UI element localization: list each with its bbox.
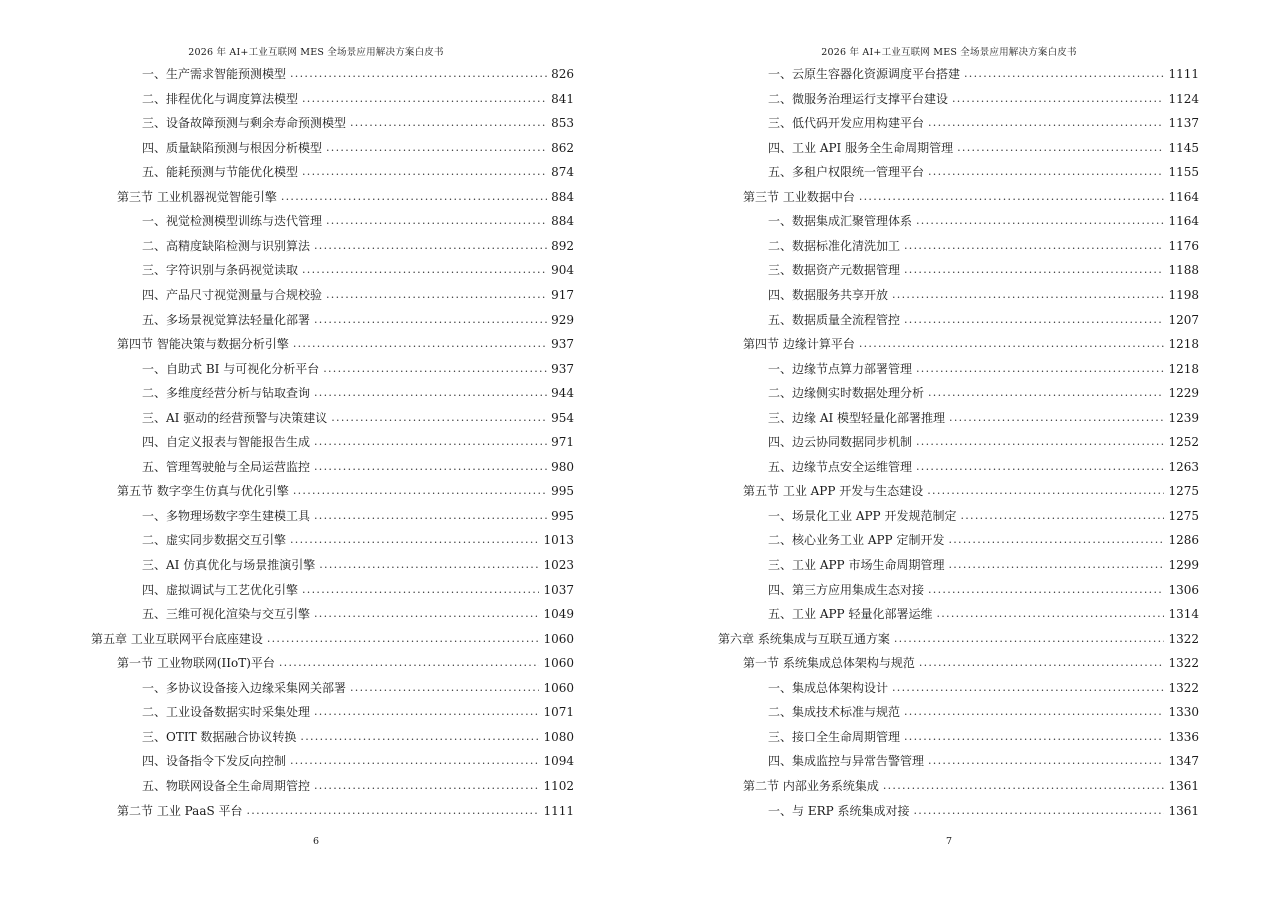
toc-entry-title: 一、集成总体架构设计 [768, 680, 889, 695]
toc-entry[interactable] [768, 455, 1199, 479]
right-page [633, 0, 1265, 898]
toc-entry[interactable] [142, 136, 574, 160]
toc-entry-title: 一、多物理场数字孪生建模工具 [142, 508, 311, 523]
toc-entry-page: 1188 [1168, 263, 1199, 278]
dot-leader [960, 504, 1164, 528]
toc-entry[interactable] [743, 332, 1199, 356]
toc-entry-page: 1207 [1168, 312, 1199, 327]
toc-entry-page: 853 [551, 116, 574, 131]
toc-entry[interactable] [142, 749, 574, 773]
toc-entry[interactable] [142, 258, 574, 282]
toc-entry[interactable] [142, 774, 574, 798]
toc-entry-title: 四、质量缺陷预测与根因分析模型 [142, 140, 323, 155]
toc-entry-title: 一、场景化工业 APP 开发规范制定 [768, 508, 957, 523]
toc-entry-title: 四、自定义报表与智能报告生成 [142, 435, 311, 450]
toc-entry-page: 1322 [1168, 656, 1199, 671]
toc-entry-title: 五、工业 APP 轻量化部署运维 [768, 607, 933, 622]
toc-entry[interactable] [91, 627, 574, 651]
toc-entry[interactable] [768, 578, 1199, 602]
toc-entry[interactable] [142, 602, 574, 626]
dot-leader [293, 479, 547, 503]
toc-entry-title: 一、云原生容器化资源调度平台搭建 [768, 67, 961, 81]
toc-entry-title: 二、边缘侧实时数据处理分析 [768, 386, 925, 401]
toc-entry-page: 937 [551, 337, 574, 352]
dot-leader [290, 62, 547, 86]
toc-entry[interactable] [142, 209, 574, 233]
toc-entry-title: 五、多场景视觉算法轻量化部署 [142, 312, 311, 327]
toc-entry[interactable] [768, 283, 1199, 307]
toc-entry[interactable] [117, 185, 574, 209]
dot-leader [919, 651, 1165, 675]
toc-entry-title: 五、物联网设备全生命周期管控 [142, 778, 311, 793]
toc-entry-page: 954 [551, 410, 574, 425]
dot-leader [859, 185, 1165, 209]
toc-entry-page: 1198 [1168, 287, 1199, 302]
toc-entry-page: 971 [551, 435, 574, 450]
toc-entry[interactable] [768, 111, 1199, 135]
dot-leader [928, 749, 1164, 773]
dot-leader [300, 725, 539, 749]
dot-leader [948, 528, 1164, 552]
toc-entry[interactable] [768, 381, 1199, 405]
toc-entry-title: 五、管理驾驶舱与全局运营监控 [142, 459, 311, 474]
dot-leader [326, 283, 547, 307]
dot-leader [892, 283, 1164, 307]
toc-entry-title: 一、数据集成汇聚管理体系 [768, 214, 913, 229]
dot-leader [247, 799, 540, 823]
toc-entry-page: 995 [551, 508, 574, 523]
dot-leader [927, 479, 1164, 503]
toc-entry-title: 二、数据标准化清洗加工 [768, 238, 901, 253]
toc-entry[interactable] [142, 62, 574, 86]
toc-entry[interactable] [768, 430, 1199, 454]
toc-entry-page: 1218 [1168, 361, 1199, 376]
toc-entry[interactable] [142, 528, 574, 552]
toc-entry-title: 三、边缘 AI 模型轻量化部署推理 [768, 410, 946, 425]
toc-entry-title: 三、工业 APP 市场生命周期管理 [768, 558, 945, 572]
toc-entry[interactable] [768, 725, 1199, 749]
toc-entry-page: 1094 [543, 754, 574, 769]
toc-entry-page: 1023 [543, 558, 574, 572]
toc-entry-title: 四、第三方应用集成生态对接 [768, 582, 925, 597]
toc-entry-title: 四、数据服务共享开放 [768, 287, 889, 302]
toc-entry[interactable] [768, 799, 1199, 823]
toc-entry-page: 1137 [1168, 116, 1199, 131]
toc-entry[interactable] [142, 283, 574, 307]
toc-entry-title: 一、视觉检测模型训练与迭代管理 [142, 214, 323, 229]
toc-entry-title: 第三节 工业数据中台 [743, 189, 855, 204]
toc-entry-page: 1013 [543, 533, 574, 548]
toc-entry-title: 一、多协议设备接入边缘采集网关部署 [142, 680, 347, 695]
toc-entry-title: 四、产品尺寸视觉测量与合规校验 [142, 287, 323, 302]
toc-entry-page: 1275 [1168, 508, 1199, 523]
toc-entry-page: 1060 [543, 656, 574, 671]
toc-entry-page: 1111 [1168, 67, 1199, 81]
toc-entry-title: 二、虚实同步数据交互引擎 [142, 533, 287, 548]
toc-entry[interactable] [142, 578, 574, 602]
toc-entry[interactable] [718, 627, 1199, 651]
dot-leader [267, 627, 540, 651]
toc-entry-page: 980 [551, 459, 574, 474]
dot-leader [904, 725, 1164, 749]
toc-entry-title: 三、AI 仿真优化与场景推演引擎 [142, 558, 316, 572]
dot-leader [904, 308, 1164, 332]
toc-entry-title: 第五节 数字孪生仿真与优化引擎 [117, 484, 289, 499]
toc-entry-page: 1275 [1168, 484, 1199, 499]
toc-entry-page: 1124 [1168, 91, 1199, 106]
toc-entry[interactable] [142, 381, 574, 405]
dot-leader [314, 455, 547, 479]
toc-entry-page: 995 [551, 484, 574, 499]
toc-entry-title: 三、设备故障预测与剩余寿命预测模型 [142, 116, 347, 131]
dot-leader [894, 627, 1165, 651]
toc-entry-title: 二、核心业务工业 APP 定制开发 [768, 533, 945, 548]
toc-entry-page: 1336 [1168, 729, 1199, 744]
toc-entry-title: 第四节 智能决策与数据分析引擎 [117, 337, 289, 352]
dot-leader [279, 651, 540, 675]
toc-entry-title: 二、微服务治理运行支撑平台建设 [768, 91, 949, 106]
toc-entry[interactable] [743, 774, 1199, 798]
toc-entry[interactable] [768, 700, 1199, 724]
dot-leader [859, 332, 1165, 356]
dot-leader [916, 430, 1164, 454]
toc-entry-page: 1164 [1168, 214, 1199, 229]
toc-entry-title: 三、字符识别与条码视觉读取 [142, 263, 299, 278]
toc-entry-page: 1347 [1168, 754, 1199, 769]
toc-entry[interactable] [768, 308, 1199, 332]
toc-entry[interactable] [768, 234, 1199, 258]
dot-leader [916, 455, 1164, 479]
toc-entry-page: 826 [551, 67, 574, 81]
dot-leader [290, 749, 539, 773]
toc-entry-page: 1229 [1168, 386, 1199, 401]
dot-leader [302, 87, 547, 111]
dot-leader [314, 308, 547, 332]
toc-entry[interactable] [768, 602, 1199, 626]
toc-entry-page: 1155 [1168, 165, 1199, 180]
toc-entry[interactable] [142, 676, 574, 700]
toc-entry-page: 944 [551, 386, 574, 401]
toc-entry-title: 第五节 工业 APP 开发与生态建设 [743, 484, 924, 499]
toc-entry-title: 五、数据质量全流程管控 [768, 312, 901, 327]
toc-entry[interactable] [142, 430, 574, 454]
toc-entry-title: 三、数据资产元数据管理 [768, 263, 901, 278]
toc-entry-page: 1111 [543, 803, 574, 818]
toc-entry-page: 1252 [1168, 435, 1199, 450]
dot-leader [952, 87, 1164, 111]
toc-entry[interactable] [768, 504, 1199, 528]
toc-entry[interactable] [117, 799, 574, 823]
toc-entry-title: 第二节 工业 PaaS 平台 [117, 803, 243, 818]
toc-entry[interactable] [142, 553, 574, 577]
toc-entry-page: 1286 [1168, 533, 1199, 548]
dot-leader [957, 136, 1164, 160]
toc-entry[interactable] [768, 676, 1199, 700]
toc-entry-page: 1060 [543, 631, 574, 646]
toc-entry-page: 862 [551, 140, 574, 155]
toc-entry-title: 四、集成监控与异常告警管理 [768, 754, 925, 769]
toc-entry[interactable] [743, 185, 1199, 209]
toc-entry-title: 第四节 边缘计算平台 [743, 337, 855, 352]
toc-entry-title: 四、工业 API 服务全生命周期管理 [768, 140, 954, 155]
toc-entry[interactable] [117, 479, 574, 503]
dot-leader [883, 774, 1165, 798]
toc-entry-title: 二、集成技术标准与规范 [768, 705, 901, 720]
toc-entry-page: 1239 [1168, 410, 1199, 425]
toc-entry-page: 1314 [1168, 607, 1199, 622]
toc-entry-title: 三、AI 驱动的经营预警与决策建议 [142, 410, 328, 425]
toc-entry[interactable] [768, 553, 1199, 577]
toc-entry-page: 1164 [1168, 189, 1199, 204]
dot-leader [948, 553, 1164, 577]
toc-entry-title: 第二节 内部业务系统集成 [743, 778, 879, 793]
toc-entry[interactable] [743, 479, 1199, 503]
toc-entry-page: 1176 [1168, 238, 1199, 253]
toc-entry-title: 第五章 工业互联网平台底座建设 [91, 631, 263, 646]
toc-entry-title: 第一节 工业物联网(IIoT)平台 [117, 656, 275, 671]
dot-leader [326, 209, 547, 233]
toc-entry-page: 1218 [1168, 337, 1199, 352]
toc-entry[interactable] [117, 651, 574, 675]
toc-entry-page: 1037 [543, 582, 574, 597]
dot-leader [293, 332, 547, 356]
toc-entry-title: 二、多维度经营分析与钻取查询 [142, 386, 311, 401]
toc-entry[interactable] [142, 87, 574, 111]
toc-entry[interactable] [768, 258, 1199, 282]
toc-entry-page: 1102 [543, 778, 574, 793]
toc-entry-title: 五、多租户权限统一管理平台 [768, 165, 925, 180]
toc-entry[interactable] [768, 136, 1199, 160]
dot-leader [314, 234, 547, 258]
toc-entry-title: 第六章 系统集成与互联互通方案 [718, 631, 890, 646]
dot-leader [350, 676, 539, 700]
toc-entry-page: 1322 [1168, 680, 1199, 695]
toc-entry-page: 1145 [1168, 140, 1199, 155]
toc-entry[interactable] [768, 87, 1199, 111]
dot-leader [319, 553, 539, 577]
running-header: 2026 年 AI+工业互联网 MES 全场景应用解决方案白皮书 [821, 47, 1077, 58]
dot-leader [928, 160, 1164, 184]
toc-entry-title: 四、边云协同数据同步机制 [768, 435, 913, 450]
toc-entry[interactable] [142, 725, 574, 749]
toc-entry-page: 1322 [1168, 631, 1199, 646]
toc-entry[interactable] [768, 160, 1199, 184]
dot-leader [904, 234, 1164, 258]
toc-entry-page: 1060 [543, 680, 574, 695]
toc-entry[interactable] [142, 160, 574, 184]
toc-entry[interactable] [142, 504, 574, 528]
running-header: 2026 年 AI+工业互联网 MES 全场景应用解决方案白皮书 [188, 47, 444, 58]
toc-entry-page: 1071 [543, 705, 574, 720]
toc-entry-title: 一、生产需求智能预测模型 [142, 67, 287, 81]
dot-leader [928, 381, 1164, 405]
dot-leader [331, 406, 547, 430]
dot-leader [928, 578, 1164, 602]
toc-entry[interactable] [768, 209, 1199, 233]
toc-entry-title: 二、工业设备数据实时采集处理 [142, 705, 311, 720]
toc-entry-page: 1263 [1168, 459, 1199, 474]
toc-entry-title: 四、设备指令下发反向控制 [142, 754, 287, 769]
toc-entry[interactable] [743, 651, 1199, 675]
dot-leader [914, 799, 1165, 823]
left-page [0, 0, 632, 898]
toc-entry-page: 1080 [543, 729, 574, 744]
dot-leader [314, 700, 539, 724]
dot-leader [314, 430, 547, 454]
toc-entry[interactable] [768, 749, 1199, 773]
dot-leader [949, 406, 1164, 430]
dot-leader [314, 504, 547, 528]
dot-leader [302, 258, 547, 282]
dot-leader [314, 774, 539, 798]
dot-leader [904, 258, 1164, 282]
dot-leader [281, 185, 547, 209]
toc-entry-title: 三、低代码开发应用构建平台 [768, 116, 925, 131]
toc-entry[interactable] [117, 332, 574, 356]
dot-leader [314, 381, 547, 405]
toc-entry-page: 937 [551, 361, 574, 376]
dot-leader [314, 602, 539, 626]
toc-entry[interactable] [768, 357, 1199, 381]
toc-entry[interactable] [768, 528, 1199, 552]
toc-entry-page: 1299 [1168, 558, 1199, 572]
toc-entry[interactable] [142, 700, 574, 724]
dot-leader [964, 62, 1164, 86]
dot-leader [916, 357, 1164, 381]
toc-entry-page: 1361 [1168, 778, 1199, 793]
toc-entry-page: 874 [551, 165, 574, 180]
toc-entry-page: 1049 [543, 607, 574, 622]
toc-entry-title: 一、自助式 BI 与可视化分析平台 [142, 361, 320, 376]
toc-entry-title: 一、边缘节点算力部署管理 [768, 361, 913, 376]
dot-leader [323, 357, 547, 381]
toc-entry-title: 四、虚拟调试与工艺优化引擎 [142, 582, 299, 597]
toc-entry-page: 904 [551, 263, 574, 278]
dot-leader [290, 528, 539, 552]
toc-entry-title: 五、能耗预测与节能优化模型 [142, 165, 299, 180]
toc-entry[interactable] [142, 455, 574, 479]
dot-leader [302, 160, 547, 184]
toc-entry-page: 892 [551, 238, 574, 253]
toc-entry-page: 1361 [1168, 803, 1199, 818]
dot-leader [892, 676, 1164, 700]
toc-entry-page: 884 [551, 189, 574, 204]
dot-leader [928, 111, 1164, 135]
dot-leader [936, 602, 1164, 626]
toc-entry-title: 三、接口全生命周期管理 [768, 729, 901, 744]
toc-entry-page: 841 [551, 91, 574, 106]
dot-leader [302, 578, 539, 602]
toc-entry[interactable] [142, 357, 574, 381]
toc-entry-page: 929 [551, 312, 574, 327]
toc-entry[interactable] [768, 62, 1199, 86]
toc-entry-title: 三、OTIT 数据融合协议转换 [142, 729, 297, 744]
toc-entry[interactable] [142, 308, 574, 332]
dot-leader [350, 111, 547, 135]
toc-entry[interactable] [142, 111, 574, 135]
toc-entry-title: 五、三维可视化渲染与交互引擎 [142, 607, 311, 622]
toc-entry[interactable] [142, 406, 574, 430]
page-number: 6 [312, 836, 320, 847]
dot-leader [904, 700, 1164, 724]
toc-entry-title: 一、与 ERP 系统集成对接 [768, 803, 910, 818]
toc-entry-title: 第一节 系统集成总体架构与规范 [743, 656, 915, 671]
toc-entry-page: 1330 [1168, 705, 1199, 720]
dot-leader [916, 209, 1164, 233]
toc-entry-page: 884 [551, 214, 574, 229]
toc-entry[interactable] [142, 234, 574, 258]
toc-entry-page: 1306 [1168, 582, 1199, 597]
toc-entry-title: 五、边缘节点安全运维管理 [768, 459, 913, 474]
toc-entry-page: 917 [551, 287, 574, 302]
dot-leader [326, 136, 547, 160]
toc-entry-title: 二、排程优化与调度算法模型 [142, 91, 299, 106]
toc-entry-title: 二、高精度缺陷检测与识别算法 [142, 238, 311, 253]
page-number: 7 [945, 836, 953, 847]
toc-entry[interactable] [768, 406, 1199, 430]
toc-entry-title: 第三节 工业机器视觉智能引擎 [117, 189, 277, 204]
